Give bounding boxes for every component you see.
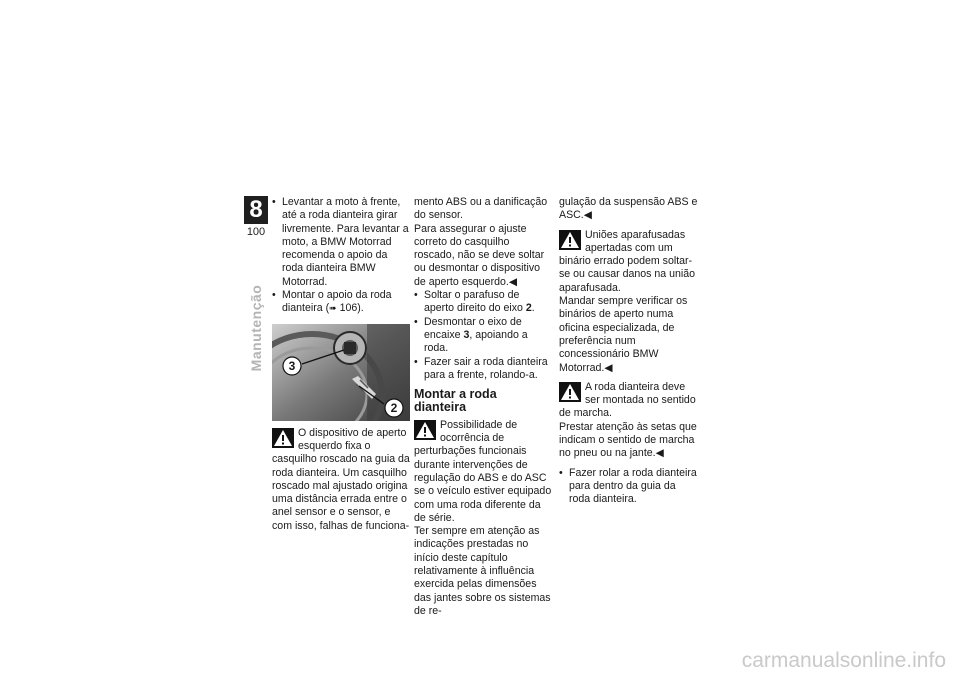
end-marker-icon: ◀ xyxy=(604,361,613,374)
page-reference-arrow-icon: ➠ xyxy=(329,303,337,314)
section-heading: Montar a roda dianteira xyxy=(414,387,497,415)
step-text: Montar o apoio da roda dianteira ( xyxy=(282,289,392,315)
chapter-sidebar xyxy=(244,196,268,238)
column-3 xyxy=(559,196,699,507)
page-number: 100 xyxy=(246,226,266,238)
warning-text: Possibilidade de ocorrência de perturbações funcionais durante intervenções de regulação do ABS e do ASC se o veículo estiver equipado com uma roda diferente da de série. xyxy=(414,418,552,524)
list-item: • Soltar o parafuso de aperto direito do eixo 2. xyxy=(414,289,552,316)
body-paragraph: Prestar atenção às setas que indicam o sentido de marcha no pneu ou na jante.◀ xyxy=(559,420,697,460)
body-paragraph: gulação da suspensão ABS e ASC.◀ xyxy=(559,196,698,222)
body-paragraph: Ter sempre em atenção as indicações prestadas no início deste capítulo relativamente à influência exercida pelas dimensões das jantes sobre os sistemas de re- xyxy=(414,525,551,617)
column-1 xyxy=(272,196,410,533)
warning-text: O dispositivo de aperto esquerdo fixa o casquilho roscado na guia da roda dianteira. Um casquilho roscado mal ajustado origina uma distância errada entre o anel sensor e o sensor, e com isso, falhas de funciona- xyxy=(272,426,410,532)
list-item xyxy=(272,196,410,289)
list-item: • Fazer rolar a roda dianteira para dentro da guia da roda dianteira. xyxy=(559,467,699,507)
warning-triangle-icon xyxy=(559,230,581,250)
warning-block xyxy=(559,381,699,421)
warning-block xyxy=(414,419,552,525)
step-list-3 xyxy=(559,467,699,507)
list-item: • Fazer sair a roda dianteira para a frente, rolando-a. xyxy=(414,356,552,383)
warning-text: A roda dianteira deve ser montada no sentido de marcha. xyxy=(559,380,696,420)
page-reference: 106). xyxy=(336,302,364,315)
step-list-1 xyxy=(272,196,410,316)
warning-triangle-icon xyxy=(272,428,294,448)
wheel-axle-photo xyxy=(272,324,410,421)
warning-text: Uniões aparafusadas apertadas com um binário errado podem soltar-se ou causar danos na união aparafusada. xyxy=(559,228,696,294)
body-paragraph: Mandar sempre verificar os binários de aperto numa oficina especializada, de preferência num concessionário BMW Motorrad.◀ xyxy=(559,295,688,374)
end-marker-icon: ◀ xyxy=(508,275,517,288)
warning-block xyxy=(559,229,699,295)
watermark: carmanualsonline.info xyxy=(741,649,946,672)
list-item xyxy=(272,289,410,316)
step-text: Levantar a moto à frente, até a roda dianteira girar livremente. Para levantar a moto, a BMW Motorrad recomenda o apoio da roda dianteira BMW Motorrad. xyxy=(282,196,409,288)
end-marker-icon: ◀ xyxy=(655,447,664,460)
step-list-2 xyxy=(414,289,552,382)
body-paragraph: Para assegurar o ajuste correto do casquilho roscado, não se deve soltar ou desmontar o dispositivo de aperto esquerdo.◀ xyxy=(414,222,545,288)
warning-triangle-icon xyxy=(559,382,581,402)
chapter-title-vertical xyxy=(236,284,276,372)
column-2 xyxy=(414,196,552,618)
warning-triangle-icon xyxy=(414,420,436,440)
list-item: • Desmontar o eixo de encaixe 3, apoiando a roda. xyxy=(414,316,552,356)
end-marker-icon: ◀ xyxy=(583,209,592,222)
photo-callout-3: 3 xyxy=(288,358,296,373)
chapter-title: Manutenção xyxy=(248,284,264,372)
photo-callout-2: 2 xyxy=(390,400,398,415)
chapter-number: 8 xyxy=(244,196,268,224)
part-reference: 3 xyxy=(463,328,470,341)
warning-block xyxy=(272,427,410,533)
body-paragraph: mento ABS ou a danificação do sensor. xyxy=(414,196,548,222)
part-reference: 2 xyxy=(525,302,532,315)
